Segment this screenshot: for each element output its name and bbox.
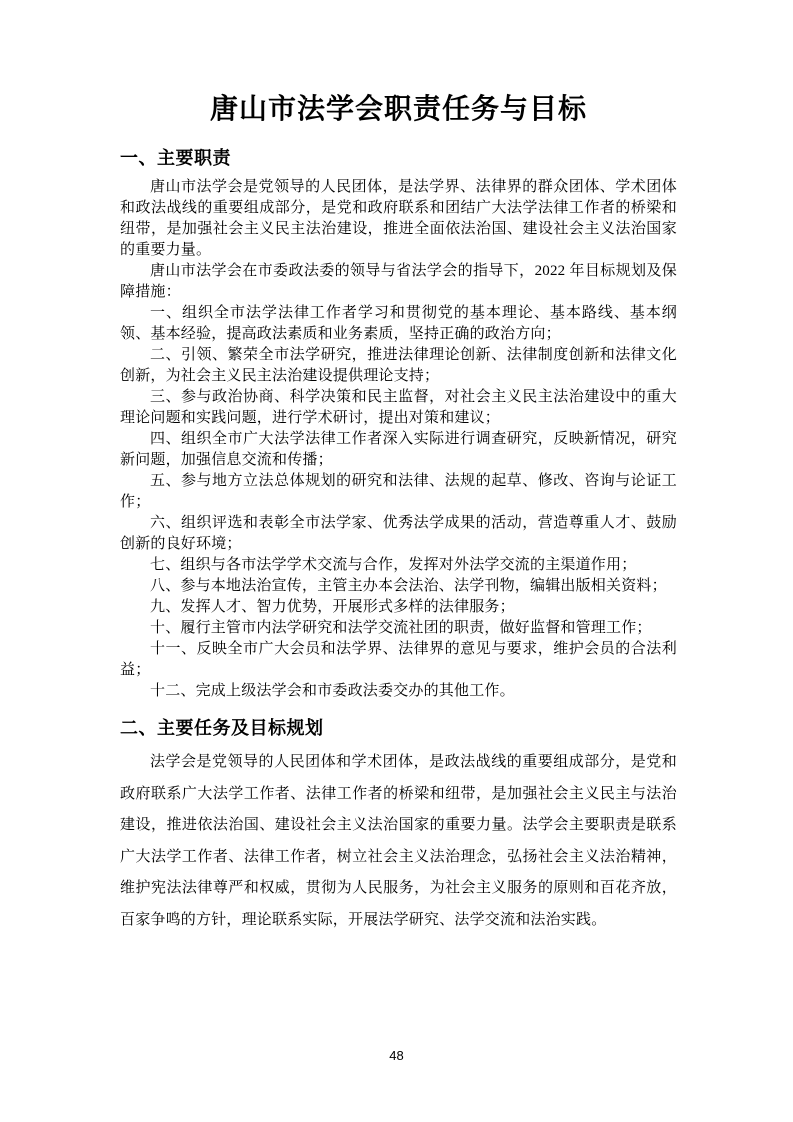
duty-item: 十二、完成上级法学会和市委政法委交办的其他工作。 <box>150 683 515 699</box>
section1-intro-paragraph: 唐山市法学会是党领导的人民团体，是法学界、法律界的群众团体、学术团体和政法战线的重要组成部分，是党和政府联系和团结广大法学法律工作者的桥梁和纽带，是加强社会主义民主法治建设，推进全面依法治国、建设社会主义法治国家的重要力量。 <box>120 179 677 258</box>
duty-item: 六、组织评选和表彰全市法学家、优秀法学成果的活动，营造尊重人才、鼓励创新的良好环境； <box>120 515 677 552</box>
duty-item: 四、组织全市广大法学法律工作者深入实际进行调查研究，反映新情况，研究新问题，加强信息交流和传播； <box>120 431 677 468</box>
page-number: 48 <box>389 1048 404 1063</box>
document-title: 唐山市法学会职责任务与目标 <box>209 94 587 125</box>
duty-item: 十一、反映全市广大会员和法学界、法律界的意见与要求，维护会员的合法利益； <box>120 641 677 678</box>
duty-item: 八、参与本地法治宣传，主管主办本会法治、法学刊物，编辑出版相关资料； <box>150 578 667 594</box>
section1-intro-paragraph: 唐山市法学会在市委政法委的领导与省法学会的指导下，2022 年目标规划及保障措施： <box>120 263 677 300</box>
duty-item: 九、发挥人才、智力优势，开展形式多样的法律服务； <box>150 599 515 615</box>
section2-heading: 二、主要任务及目标规划 <box>120 718 324 738</box>
duty-item: 二、引领、繁荣全市法学研究，推进法律理论创新、法律制度创新和法律文化创新，为社会主义民主法治建设提供理论支持； <box>120 347 677 384</box>
duty-item: 十、履行主管市内法学研究和法学交流社团的职责，做好监督和管理工作； <box>150 620 652 636</box>
document-body <box>120 0 677 1122</box>
duty-item: 三、参与政治协商、科学决策和民主监督，对社会主义民主法治建设中的重大理论问题和实践问题，进行学术研讨，提出对策和建议； <box>120 389 677 426</box>
section2-body-paragraph: 法学会是党领导的人民团体和学术团体，是政法战线的重要组成部分，是党和政府联系广大法学工作者、法律工作者的桥梁和纽带，是加强社会主义民主与法治建设，推进依法治国、建设社会主义法治国家的重要力量。法学会主要职责是联系广大法学工作者、法律工作者，树立社会主义法治理念，弘扬社会主义法治精神，维护宪法法律尊严和权威，贯彻为人民服务，为社会主义服务的原则和百花齐放，百家争鸣的方针，理论联系实际，开展法学研究、法学交流和法治实践。 <box>120 754 677 928</box>
duty-item: 七、组织与各市法学学术交流与合作，发挥对外法学交流的主渠道作用； <box>150 557 637 573</box>
duty-item: 一、组织全市法学法律工作者学习和贯彻党的基本理论、基本路线、基本纲领、基本经验，提高政法素质和业务素质，坚持正确的政治方向； <box>120 305 677 342</box>
duty-item: 五、参与地方立法总体规划的研究和法律、法规的起草、修改、咨询与论证工作； <box>120 473 677 510</box>
section1-heading: 一、主要职责 <box>120 148 231 168</box>
